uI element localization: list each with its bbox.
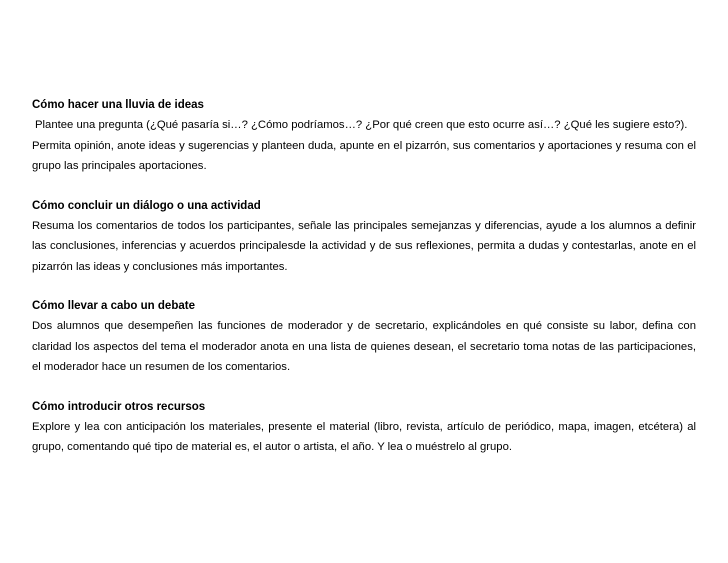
document-page: [32, 97, 696, 458]
section-otros-recursos: [32, 399, 696, 458]
section-heading: Cómo llevar a cabo un debate: [32, 300, 195, 312]
section-paragraph: Resuma los comentarios de todos los participantes, señale las principales semejanzas y diferencias, ayude a los alumnos a definir las conclusiones, inferencias y acuerdos principalesde la actividad y de sus reflexiones, permita a dudas y contestarlas, anote en el pizarrón las ideas y conclusiones más importantes.: [32, 219, 696, 273]
section-paragraph: Plantee una pregunta (¿Qué pasaría si…? ¿Cómo podríamos…? ¿Por qué creen que esto ocurre así…? ¿Qué les sugiere esto?).: [35, 119, 688, 131]
section-concluir-dialogo: [32, 198, 696, 278]
section-paragraph: Explore y lea con anticipación los materiales, presente el material (libro, revista, artículo de periódico, mapa, imagen, etcétera) al grupo, comentando qué tipo de material es, el autor o artista, el año. Y lea o muéstrelo al grupo.: [32, 420, 696, 453]
section-paragraph: Permita opinión, anote ideas y sugerencias y planteen duda, apunte en el pizarrón, sus comentarios y aportaciones y resuma con el grupo las principales aportaciones.: [32, 139, 696, 172]
section-heading: Cómo introducir otros recursos: [32, 400, 206, 413]
section-heading: Cómo hacer una lluvia de ideas: [32, 99, 204, 111]
section-paragraph: Dos alumnos que desempeñen las funciones de moderador y de secretario, explicándoles en qué consiste su labor, defina con claridad los aspectos del tema el moderador anota en una lista de quienes desean, el secretario toma notas de las participaciones, el moderador hace un resumen de los comentarios.: [32, 320, 696, 373]
section-lluvia-de-ideas: [32, 97, 696, 177]
section-debate: [32, 298, 696, 378]
section-heading: Cómo concluir un diálogo o una actividad: [32, 199, 261, 212]
